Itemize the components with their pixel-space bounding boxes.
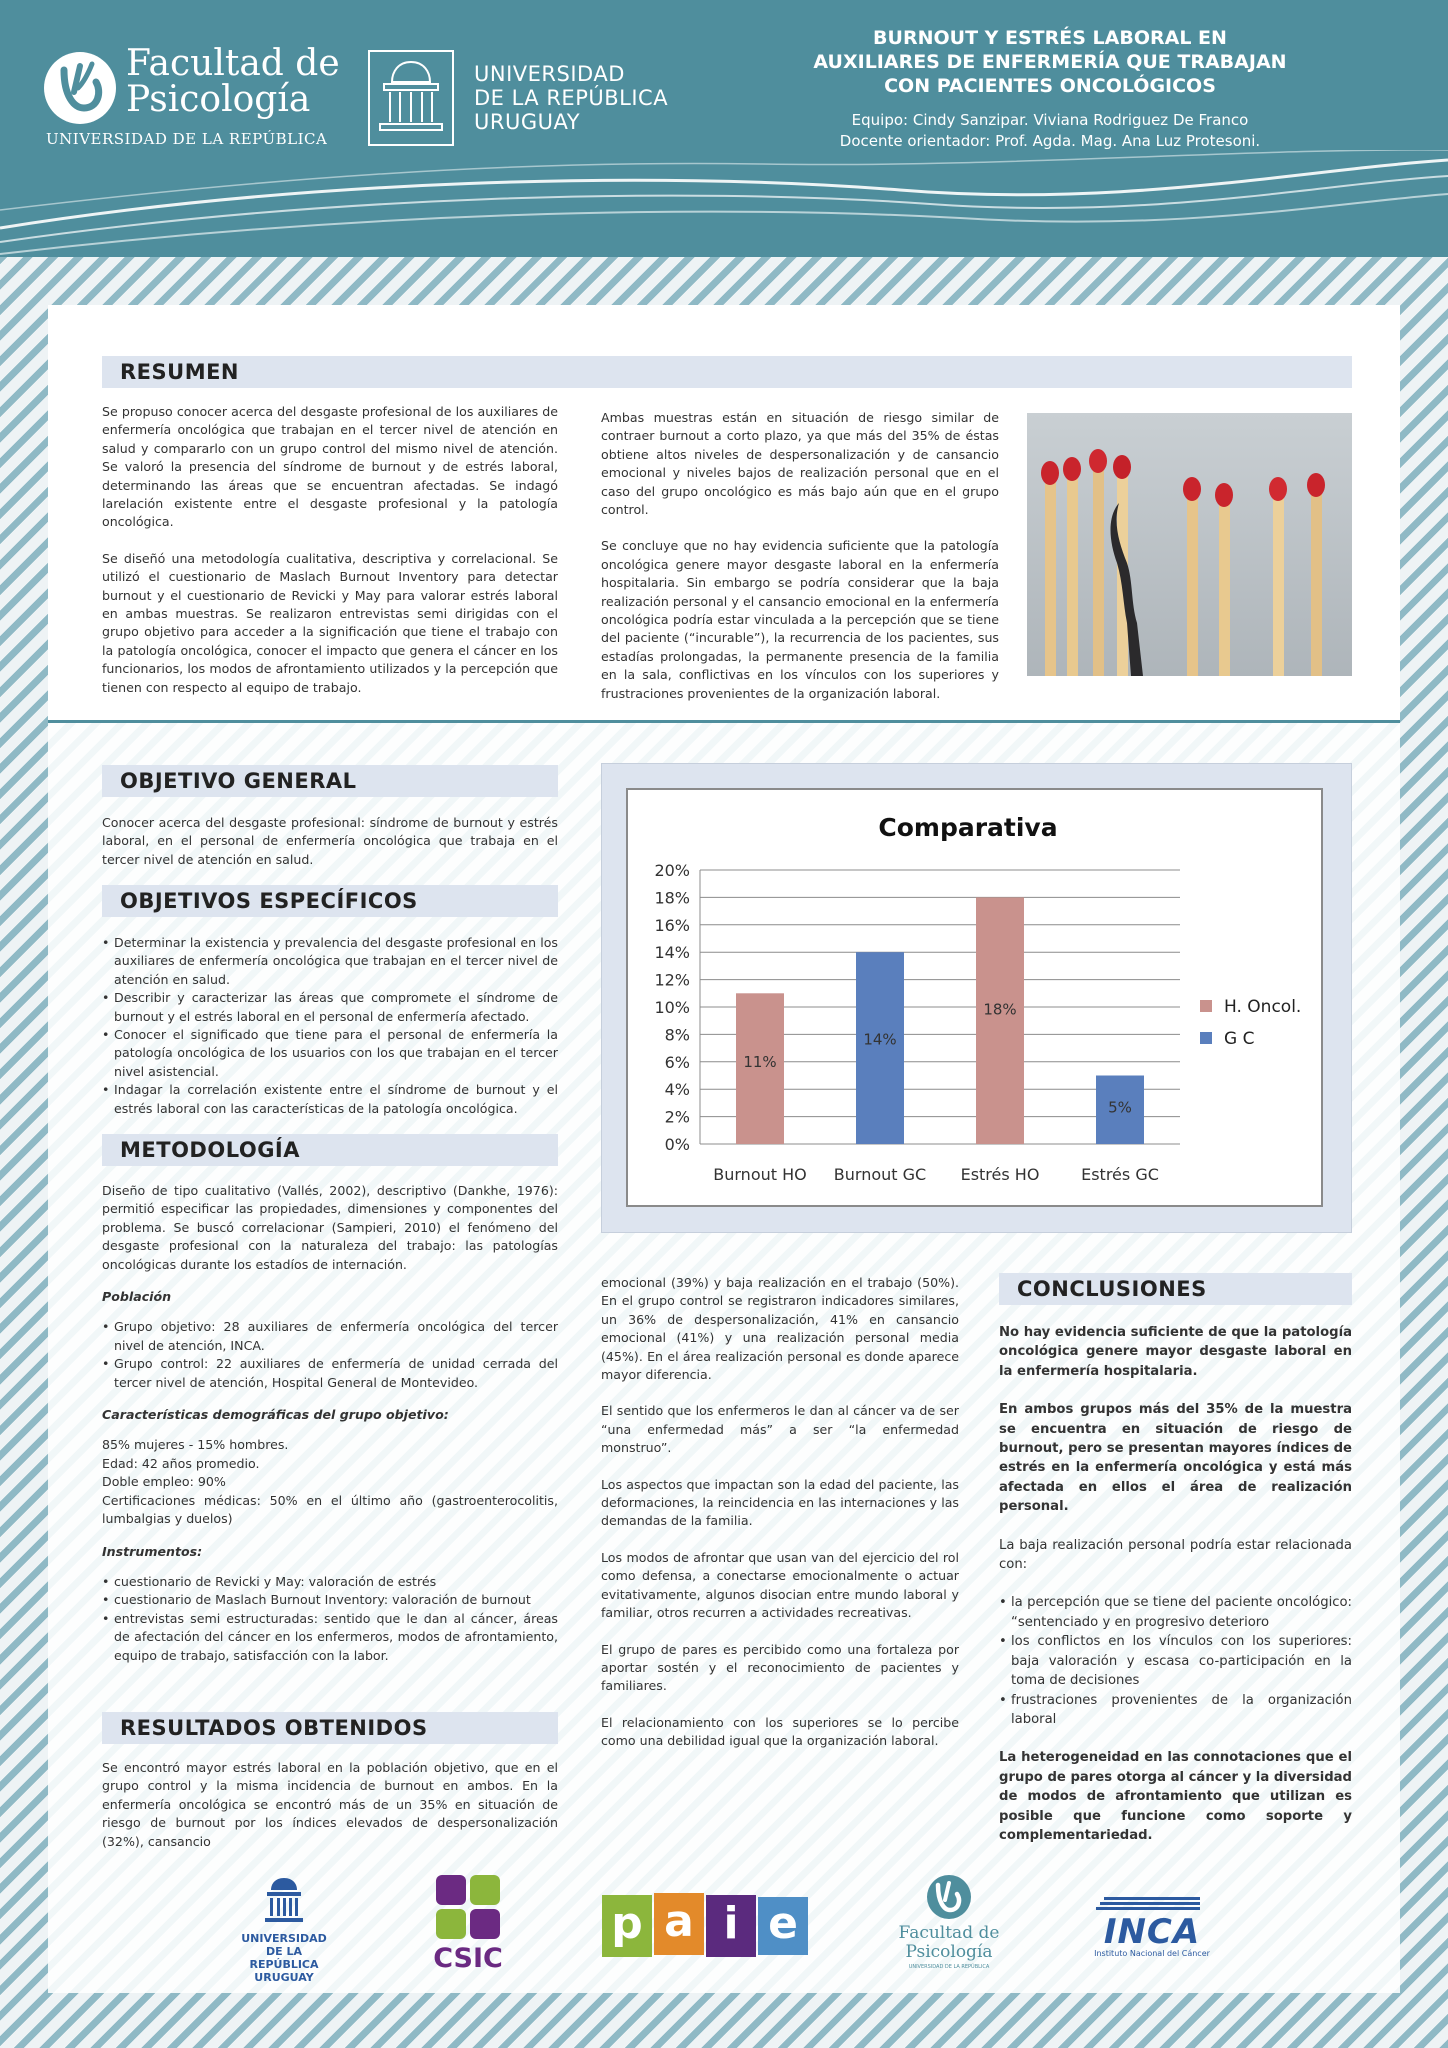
resumen-column-1 bbox=[102, 403, 558, 715]
chart-y-tick-label: 16% bbox=[654, 915, 690, 935]
burnt-matches-photo bbox=[1027, 413, 1352, 676]
footer-fac-line1: Facultad de bbox=[898, 1923, 1000, 1943]
chart-y-tick-label: 14% bbox=[654, 943, 690, 963]
demograficas-title: Características demográficas del grupo objetivo: bbox=[102, 1407, 449, 1423]
csic-mark-icon bbox=[432, 1873, 504, 1939]
footer-university-icon bbox=[259, 1874, 309, 1928]
demo-line: 85% mujeres - 15% hombres. bbox=[102, 1437, 289, 1453]
footer-udelar-logo bbox=[232, 1874, 336, 1984]
chart-y-tick-label: 8% bbox=[664, 1025, 690, 1045]
chart-y-tick-label: 2% bbox=[664, 1107, 690, 1127]
chart-legend-swatch bbox=[1200, 1000, 1212, 1012]
header-wave-decoration bbox=[0, 150, 1448, 257]
chart-legend-swatch bbox=[1200, 1032, 1212, 1044]
chart-data-label: 11% bbox=[743, 1053, 777, 1072]
chart-canvas bbox=[628, 790, 1321, 1205]
poster-title-line2: AUXILIARES DE ENFERMERÍA QUE TRABAJAN bbox=[813, 51, 1287, 73]
chart-x-tick-label: Burnout GC bbox=[833, 1165, 927, 1184]
chart-bars bbox=[736, 897, 1144, 1144]
facultad-logo-line2: Psicología bbox=[126, 79, 311, 120]
poster-title-line3: CON PACIENTES ONCOLÓGICOS bbox=[884, 75, 1216, 97]
udelar-line1: UNIVERSIDAD bbox=[474, 62, 625, 86]
objetivos-especificos-heading: OBJETIVOS ESPECÍFICOS bbox=[102, 885, 558, 917]
poster-title bbox=[780, 26, 1320, 98]
footer-paie-logo bbox=[602, 1893, 808, 1959]
demo-line: Certificaciones médicas: 50% en el último año (gastroenterocolitis, lumbalgias y duelos) bbox=[102, 1492, 558, 1527]
chart-x-tick-label: Estrés HO bbox=[960, 1165, 1040, 1184]
footer-udelar-line1: UNIVERSIDAD bbox=[241, 1932, 327, 1945]
poster-title-line1: BURNOUT Y ESTRÉS LABORAL EN bbox=[873, 27, 1227, 49]
resumen-paragraph: Ambas muestras están en situación de riesgo similar de contraer burnout a corto plazo, ya que más del 35% de éstas obtiene altos niveles de despersonalización y de cansancio emocional y niveles bajos de realización personal que en el caso del grupo oncológico es más bajo aún que en el grupo control. bbox=[601, 410, 999, 518]
resumen-column-2 bbox=[601, 409, 999, 721]
instrumento-item: • cuestionario de Maslach Burnout Inventory: valoración de burnout bbox=[102, 1591, 558, 1609]
comparativa-chart bbox=[626, 788, 1323, 1207]
udelar-line2: DE LA REPÚBLICA bbox=[474, 86, 669, 110]
resultados-text-middle bbox=[601, 1274, 959, 1769]
metodologia-intro: Diseño de tipo cualitativo (Vallés, 2002), descriptivo (Dankhe, 1976): permitió especificar las propiedades, dimensiones y componentes del problema. Se buscó correlacionar (Sampieri, 2010) el fenómeno del desgaste profesional con la naturaleza del trabajo: las patologías oncológicas durante los estadíos de internación. bbox=[102, 1183, 558, 1272]
objetivo-general-heading: OBJETIVO GENERAL bbox=[102, 765, 558, 797]
udelar-logo-text bbox=[474, 62, 668, 134]
instrumento-item: • entrevistas semi estructuradas: sentido que le dan al cáncer, áreas de afectación del cáncer en los enfermeros, modos de afrontamiento, equipo de trabajo, satisfacción con la labor. bbox=[102, 1610, 558, 1665]
chart-data-label: 14% bbox=[863, 1030, 897, 1049]
conclusion-bold: No hay evidencia suficiente de que la patología oncológica genere mayor desgaste laboral en la enfermería hospitalaria. bbox=[999, 1325, 1352, 1379]
footer-inca-logo bbox=[1090, 1896, 1214, 1960]
instrumento-item: • cuestionario de Revicki y May: valoración de estrés bbox=[102, 1573, 558, 1591]
chart-legend-label: G C bbox=[1224, 1029, 1255, 1049]
poster-header bbox=[0, 0, 1448, 257]
chart-y-tick-label: 20% bbox=[654, 861, 690, 880]
poster-authors bbox=[780, 110, 1320, 152]
chart-bar bbox=[976, 897, 1024, 1144]
footer-fac-line2: Psicología bbox=[905, 1942, 993, 1962]
footer-psicologia-icon bbox=[923, 1874, 975, 1920]
footer-csic-logo bbox=[432, 1873, 504, 1979]
poblacion-item: • Grupo control: 22 auxiliares de enfermería de unidad cerrada del tercer nivel de atención, Hospital General de Montevideo. bbox=[102, 1355, 558, 1392]
objetivo-item: • Determinar la existencia y prevalencia del desgaste profesional en los auxiliares de enfermería oncológica que trabajan en el tercer nivel de atención en salud. bbox=[102, 934, 558, 989]
poster-title-block bbox=[780, 26, 1320, 152]
conclusion-item: • frustraciones provenientes de la organización laboral bbox=[999, 1691, 1352, 1730]
chart-data-label: 18% bbox=[983, 1000, 1017, 1019]
resultados-paragraph: Los aspectos que impactan son la edad del paciente, las deformaciones, la reincidencia en las internaciones y las demandas de la familia. bbox=[601, 1476, 959, 1529]
paie-letter-p: p bbox=[602, 1895, 652, 1957]
conclusion-item: • los conflictos en los vínculos con los superiores: baja valoración y escasa co-participación en la toma de decisiones bbox=[999, 1632, 1352, 1690]
conclusion-item: • la percepción que se tiene del paciente oncológico: “sentenciado y en progresivo deterioro bbox=[999, 1593, 1352, 1632]
inca-subtitle: Instituto Nacional del Cáncer bbox=[1094, 1949, 1210, 1958]
university-building-icon bbox=[368, 50, 454, 146]
paie-letter-a: a bbox=[654, 1893, 704, 1955]
facultad-logo-text bbox=[126, 43, 340, 120]
chart-data-label: 5% bbox=[1108, 1098, 1132, 1117]
objetivo-item: • Indagar la correlación existente entre el síndrome de burnout y el estrés laboral con las características de la patología oncológica. bbox=[102, 1081, 558, 1118]
objetivo-item: • Describir y caracterizar las áreas que compromete el síndrome de burnout y el estrés laboral en el personal de enfermería afectado. bbox=[102, 989, 558, 1026]
poblacion-title: Población bbox=[102, 1289, 172, 1305]
instrumentos-title: Instrumentos: bbox=[102, 1543, 203, 1559]
team-line: Equipo: Cindy Sanzipar. Viviana Rodriguez De Franco bbox=[851, 111, 1249, 129]
footer-psicologia-text bbox=[894, 1924, 1004, 1962]
resultados-paragraph: El grupo de pares es percibido como una fortaleza por aportar sostén y el reconocimiento de pacientes y familiares. bbox=[601, 1641, 959, 1694]
metodologia-heading: METODOLOGÍA bbox=[102, 1134, 558, 1166]
chart-y-tick-label: 12% bbox=[654, 970, 690, 990]
chart-x-tick-label: Burnout HO bbox=[713, 1165, 807, 1184]
resultados-paragraph: El relacionamiento con los superiores se lo percibe como una debilidad igual que la organización laboral. bbox=[601, 1714, 959, 1749]
psicologia-logo-icon bbox=[44, 52, 116, 124]
conclusion-paragraph: La baja realización personal podría estar relacionada con: bbox=[999, 1537, 1352, 1573]
facultad-psicologia-logo bbox=[44, 43, 340, 156]
resumen-paragraph: Se propuso conocer acerca del desgaste profesional de los auxiliares de enfermería oncológica que trabajan en el tercer nivel de atención en salud y compararlo con un grupo control del mismo nivel de atención. Se valoró la presencia del síndrome de burnout y de estrés laboral, determinando las áreas que se encuentran afectadas. Se indagó larelación existente entre el desgaste profesional y la patología oncológica. bbox=[102, 404, 558, 530]
chart-x-tick-label: Estrés GC bbox=[1081, 1165, 1159, 1184]
objetivos-especificos-list bbox=[102, 934, 558, 1118]
chart-y-tick-labels bbox=[654, 861, 690, 1154]
conclusiones-heading: CONCLUSIONES bbox=[999, 1273, 1352, 1305]
objetivo-general-text: Conocer acerca del desgaste profesional: síndrome de burnout y estrés laboral, en el personal de enfermería oncológica que trabaja en el tercer nivel de atención en salud. bbox=[102, 815, 558, 867]
demo-line: Edad: 42 años promedio. bbox=[102, 1455, 260, 1471]
udelar-line3: URUGUAY bbox=[474, 110, 581, 134]
chart-legend bbox=[1200, 997, 1301, 1049]
footer-udelar-line3: URUGUAY bbox=[254, 1971, 314, 1984]
footer-udelar-line2: DE LA REPÚBLICA bbox=[249, 1945, 319, 1971]
conclusion-bold: En ambos grupos más del 35% de la muestra se encuentra en situación de riesgo de burnout, pero se presentan mayores índices de estrés en la enfermería oncológica y está más afectada en ellos el área de realización personal. bbox=[999, 1402, 1352, 1515]
facultad-logo-line1: Facultad de bbox=[126, 43, 340, 84]
resultados-heading: RESULTADOS OBTENIDOS bbox=[102, 1712, 558, 1744]
facultad-logo-subtitle: UNIVERSIDAD DE LA REPÚBLICA bbox=[46, 130, 328, 148]
chart-legend-label: H. Oncol. bbox=[1224, 997, 1302, 1017]
poblacion-item: • Grupo objetivo: 28 auxiliares de enfermería oncológica del tercer nivel de atención, INCA. bbox=[102, 1318, 558, 1355]
footer-psicologia-logo bbox=[894, 1874, 1004, 1980]
resumen-paragraph: Se concluye que no hay evidencia suficiente que la patología oncológica genere mayor desgaste laboral en la enfermería hospitalaria. Sin embargo se podría considerar que la baja realización personal y el cansancio emocional en la enfermería oncológica podría estar vinculada a la percepción que se tiene del paciente (“incurable”), la recurrencia de los pacientes, sus estadías prolongadas, la permanente presencia de la familia en la sala, conflictivas en los vínculos con los superiores y frustraciones provenientes de la organización laboral. bbox=[601, 538, 999, 701]
paie-letter-e: e bbox=[758, 1897, 808, 1955]
resultados-text-left: Se encontró mayor estrés laboral en la población objetivo, que en el grupo control y la misma incidencia de burnout en ambos. En la enfermería oncológica se encontró más de un 35% en situación de riesgo de burnout por los índices elevados de despersonalización (32%), cansancio bbox=[102, 1760, 558, 1849]
footer-fac-sub: UNIVERSIDAD DE LA REPÚBLICA bbox=[908, 1964, 990, 1970]
conclusiones-text bbox=[999, 1323, 1352, 1863]
resultados-paragraph: Los modos de afrontar que usan van del ejercicio del rol como defensa, a conectarse emocionalmente o actuar evitativamente, algunos disocian entre mundo laboral y familiar, otros recurren a actividades recreativas. bbox=[601, 1549, 959, 1621]
chart-y-tick-label: 10% bbox=[654, 998, 690, 1017]
conclusion-bold: La heterogeneidad en las connotaciones que el grupo de pares otorga al cáncer y la diversidad de modos de afrontamiento que utilizan es posible que funcione como soporte y complementariedad. bbox=[999, 1750, 1352, 1843]
csic-text: CSIC bbox=[433, 1943, 503, 1974]
chart-y-tick-label: 18% bbox=[654, 888, 690, 908]
footer-udelar-text bbox=[232, 1932, 336, 1984]
inca-stripes-icon bbox=[1090, 1897, 1214, 1911]
metodologia-text bbox=[102, 1182, 558, 1665]
resumen-heading: RESUMEN bbox=[102, 356, 1352, 388]
objetivo-item: • Conocer el significado que tiene para el personal de enfermería la patología oncológica de los usuarios con los que trabajan en el tercer nivel asistencial. bbox=[102, 1026, 558, 1081]
udelar-logo bbox=[368, 50, 668, 150]
resumen-paragraph: Se diseñó una metodología cualitativa, descriptiva y correlacional. Se utilizó el cuestionario de Maslach Burnout Inventory para detectar burnout y el cuestionario de Revicki y May para valorar estrés laboral en ambas muestras. Se realizaron entrevistas semi dirigidas con el grupo objetivo para acceder a la significación que tiene el trabajo con la patología oncológica, conocer el impacto que genera el cáncer en los funcionarios, los modos de afrontamiento utilizados y la percepción que tienen con respecto al equipo de trabajo. bbox=[102, 550, 558, 695]
chart-y-tick-label: 4% bbox=[664, 1080, 690, 1100]
demo-line: Doble empleo: 90% bbox=[102, 1474, 226, 1490]
inca-text: INCA bbox=[1103, 1912, 1201, 1952]
resultados-paragraph: El sentido que los enfermeros le dan al cáncer va de ser “una enfermedad más” a ser “la enfermedad monstruo”. bbox=[601, 1403, 959, 1456]
chart-x-tick-labels bbox=[713, 1165, 1159, 1184]
burnt-match-image bbox=[1027, 413, 1352, 676]
chart-y-tick-label: 0% bbox=[664, 1135, 690, 1154]
chart-title: Comparativa bbox=[878, 813, 1058, 842]
paie-letter-i: i bbox=[706, 1895, 756, 1957]
resultados-paragraph: emocional (39%) y baja realización en el trabajo (50%). En el grupo control se registraron indicadores similares, un 36% de despersonalización, 41% en cansancio emocional (41%) y una realización personal media (45%). En el área realización personal es donde aparece mayor diferencia. bbox=[601, 1275, 959, 1383]
advisor-line: Docente orientador: Prof. Agda. Mag. Ana Luz Protesoni. bbox=[839, 132, 1261, 150]
chart-y-tick-label: 6% bbox=[664, 1052, 690, 1072]
